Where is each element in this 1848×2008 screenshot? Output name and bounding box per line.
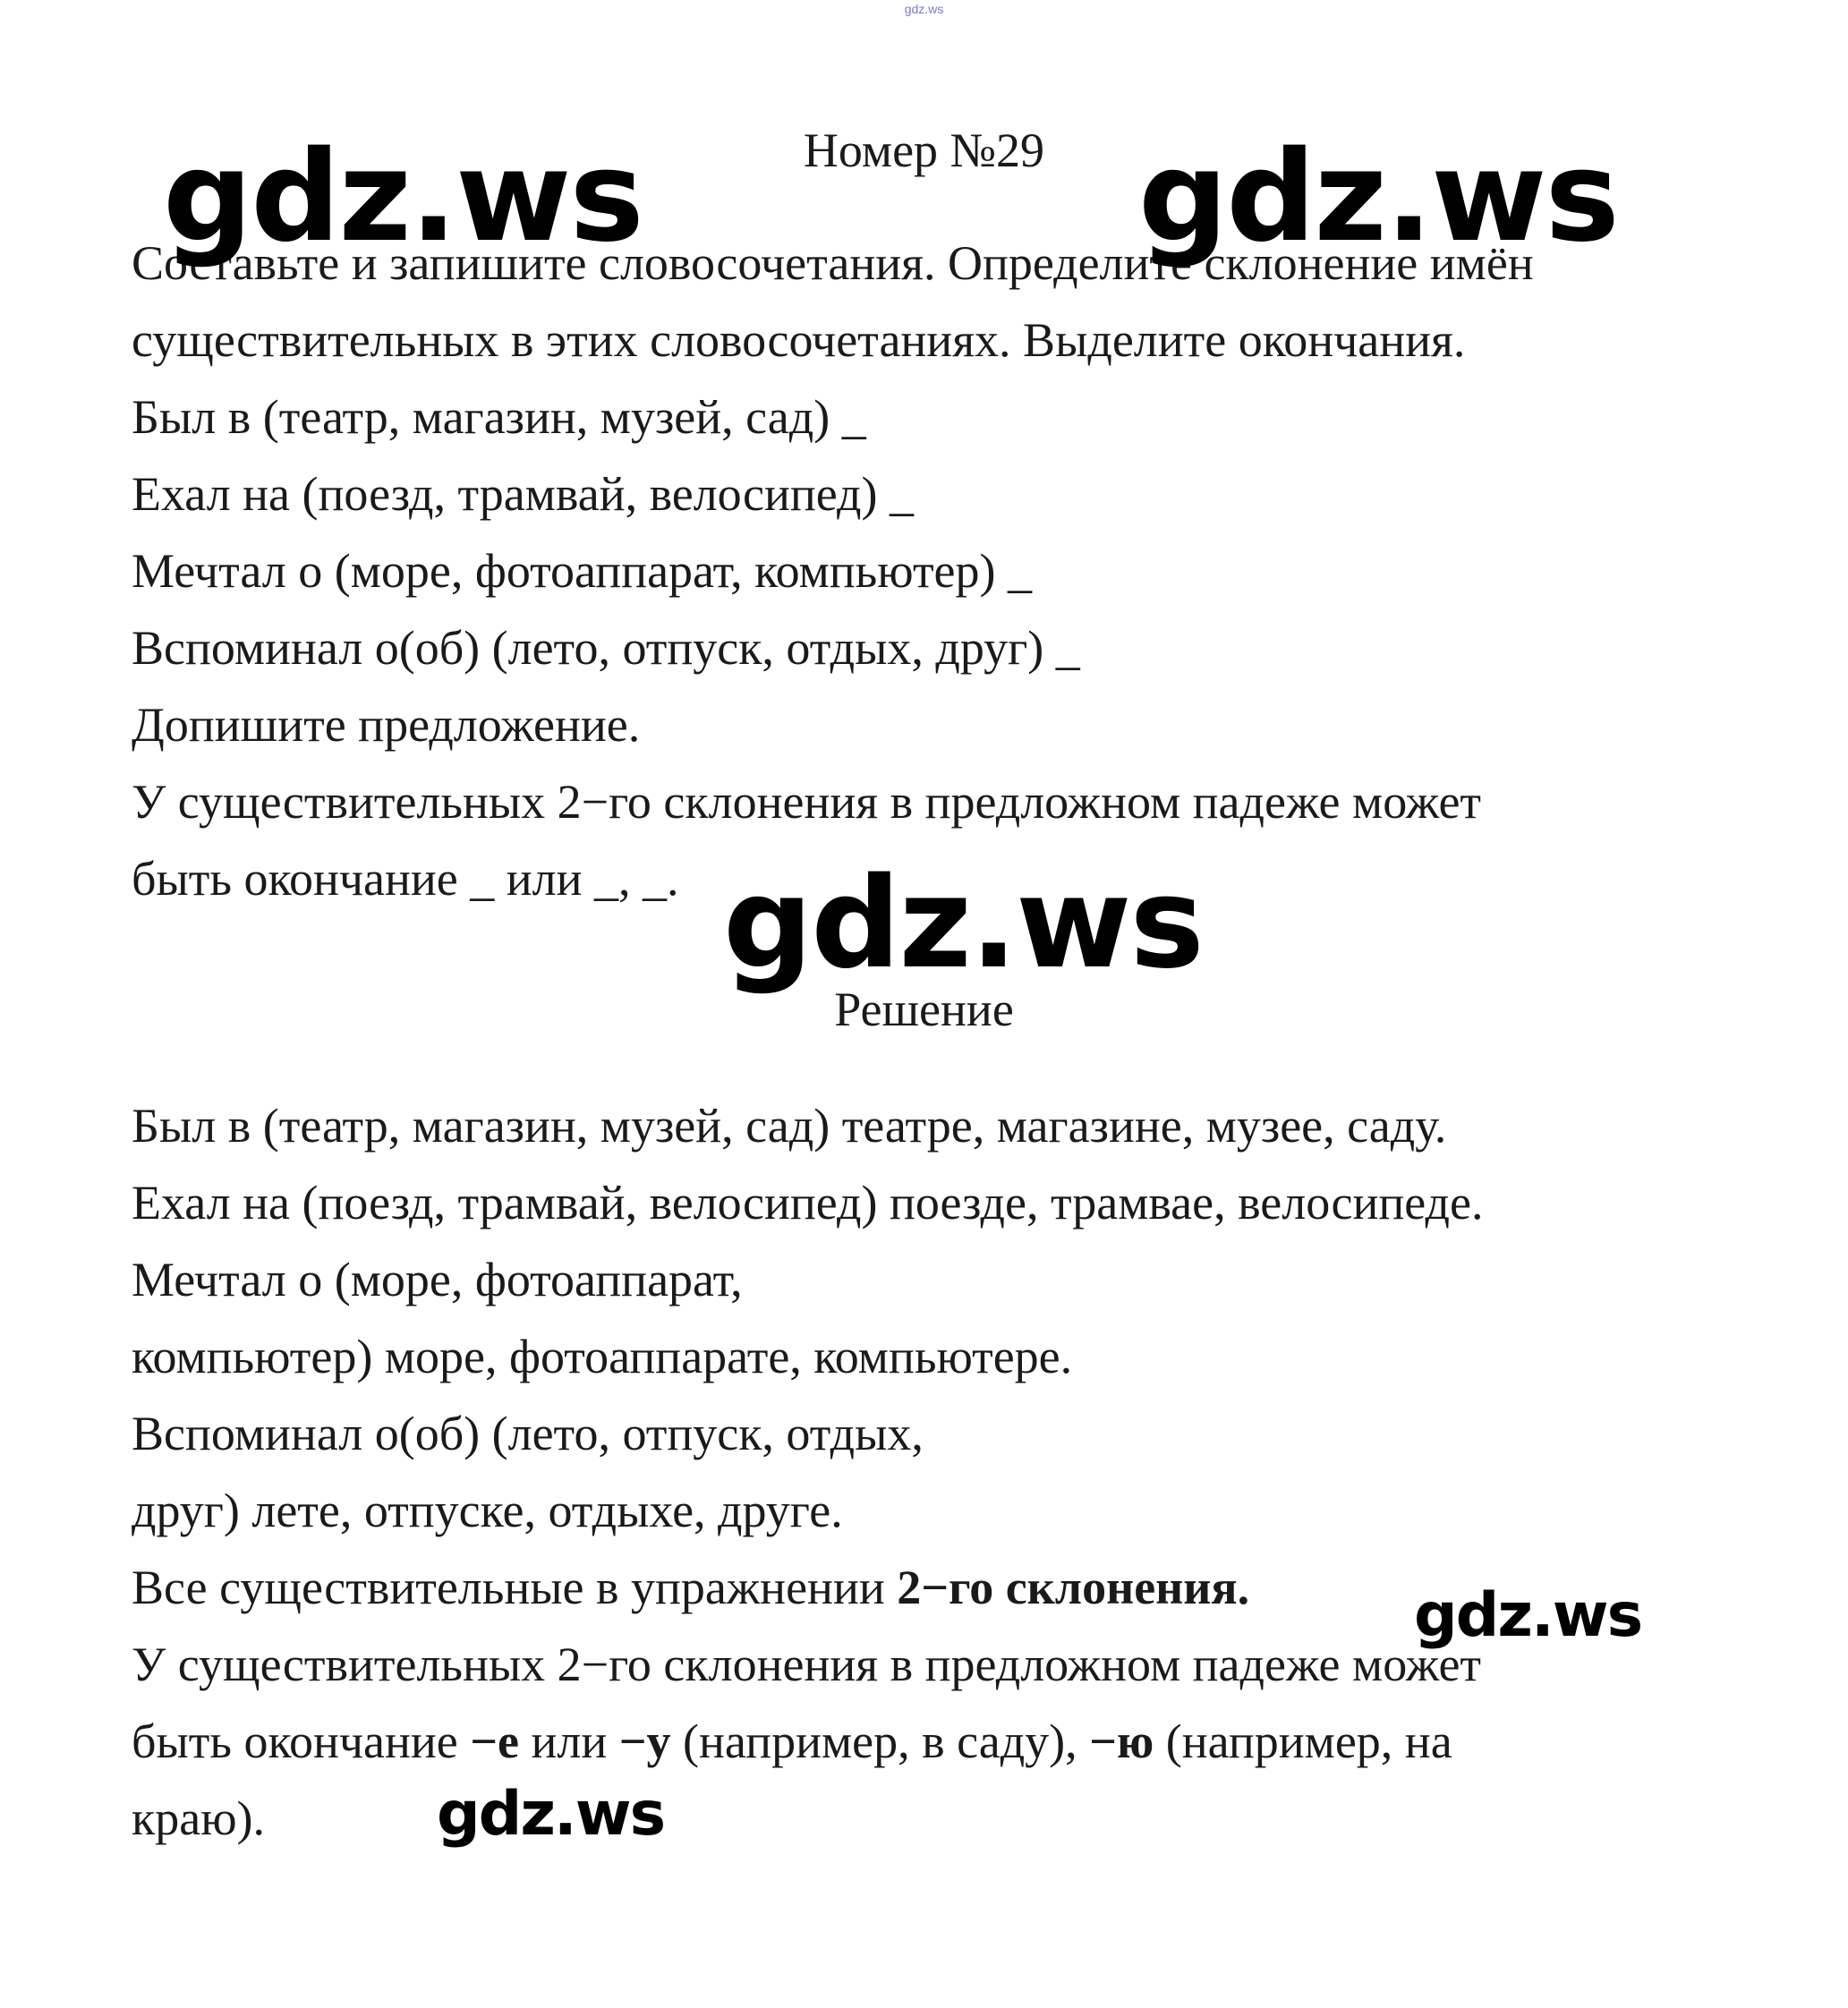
top-watermark-mark: gdz.ws	[904, 2, 944, 16]
task-line: Составьте и запишите словосочетания. Определите склонение имён	[132, 236, 1534, 290]
ending-line: краю).	[132, 1791, 266, 1845]
declension-emphasis: 2−го склонения.	[897, 1561, 1250, 1614]
declension-text: Все существительные в упражнении	[132, 1561, 898, 1614]
ending-text: быть окончание	[132, 1714, 471, 1768]
solution-line: Был в (театр, магазин, музей, сад) театре, магазине, музее, саду.	[132, 1099, 1447, 1153]
task-line: У существительных 2−го склонения в предложном падеже может	[132, 775, 1482, 829]
solution-line: Вспоминал о(об) (лето, отпуск, отдых,	[132, 1407, 924, 1460]
ending-u: −у	[618, 1714, 671, 1768]
ending-line-examples	[132, 1714, 1452, 1768]
task-line: Был в (театр, магазин, музей, сад) _	[132, 390, 866, 444]
solution-line: друг) лете, отпуске, отдыхе, друге.	[132, 1484, 843, 1537]
ending-text: (например, на	[1154, 1714, 1452, 1768]
task-line: Допишите предложение.	[132, 698, 641, 752]
solution-title: Решение	[834, 983, 1014, 1036]
watermark: gdz.ws	[437, 1779, 665, 1850]
watermark: gdz.ws	[163, 124, 643, 270]
declension-line	[132, 1561, 1249, 1614]
watermark: gdz.ws	[1138, 124, 1618, 270]
solution-line: Мечтал о (море, фотоаппарат,	[132, 1253, 743, 1306]
watermark: gdz.ws	[723, 851, 1203, 997]
task-line: Мечтал о (море, фотоаппарат, компьютер) _	[132, 544, 1032, 598]
ending-e: −е	[470, 1714, 520, 1768]
solution-line: Ехал на (поезд, трамвай, велосипед) поезде, трамвае, велосипеде.	[132, 1176, 1484, 1229]
ending-yu: −ю	[1089, 1714, 1154, 1768]
ending-text: (например, в саду),	[670, 1714, 1090, 1768]
solution-line: компьютер) море, фотоаппарате, компьютере.	[132, 1330, 1073, 1383]
task-line: быть окончание _ или _, _.	[132, 852, 679, 906]
watermark: gdz.ws	[1414, 1580, 1642, 1651]
ending-line: У существительных 2−го склонения в предложном падеже может	[132, 1638, 1482, 1691]
task-line: Вспоминал о(об) (лето, отпуск, отдых, друг) _	[132, 621, 1080, 675]
task-line: Ехал на (поезд, трамвай, велосипед) _	[132, 467, 914, 521]
ending-text: или	[519, 1714, 619, 1768]
task-line: существительных в этих словосочетаниях. Выделите окончания.	[132, 313, 1466, 367]
page-title: Номер №29	[803, 123, 1045, 177]
